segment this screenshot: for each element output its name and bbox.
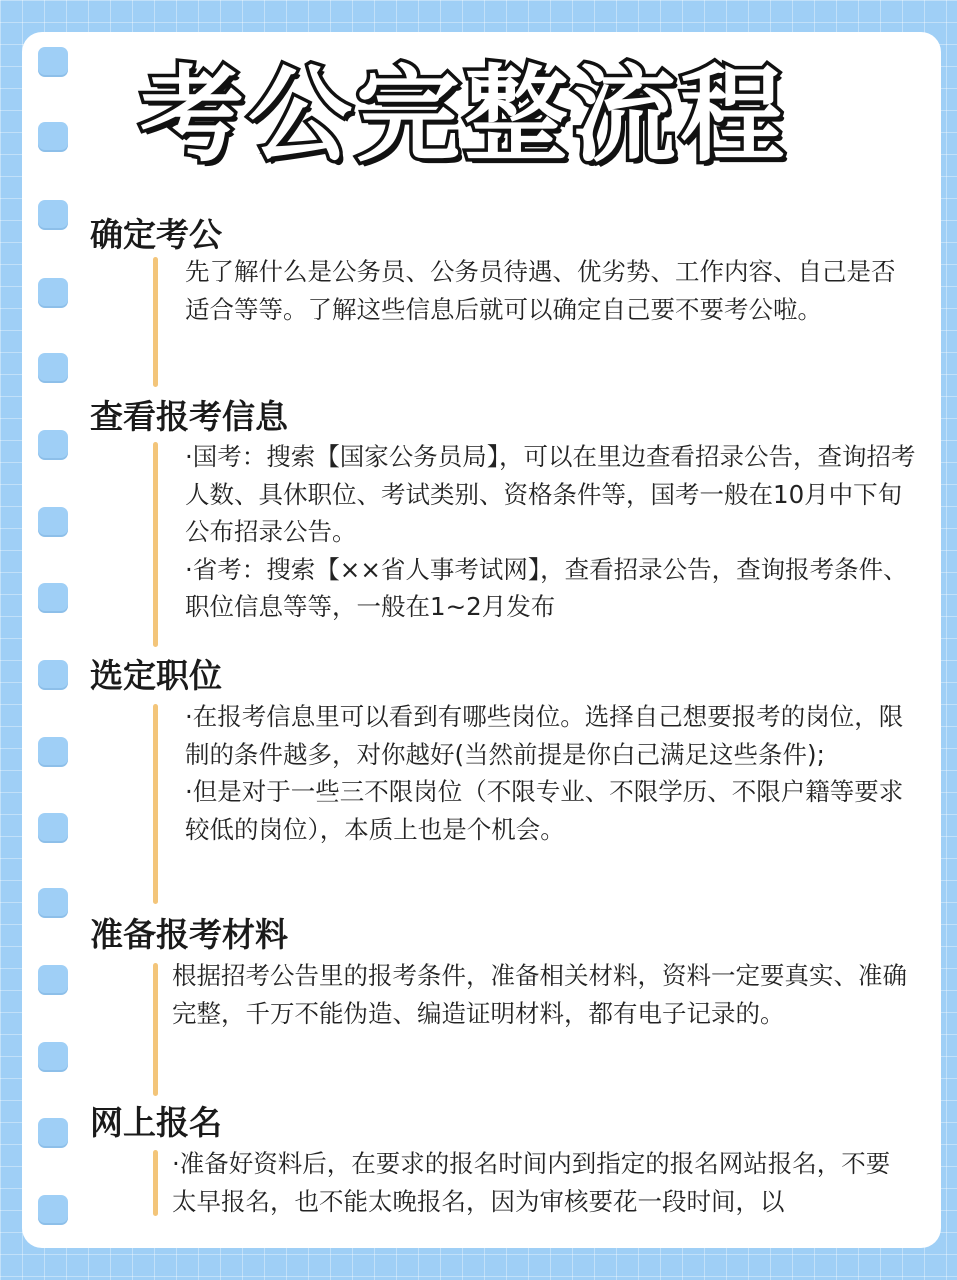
paragraph: ·准备好资料后，在要求的报名时间内到指定的报名网站报名，不要太早报名，也不能太晚报名，因为审核要花一段时间，以	[172, 1149, 891, 1216]
section-heading: 查看报考信息	[90, 397, 288, 436]
accent-bar	[153, 257, 158, 387]
section-body	[185, 438, 920, 626]
accent-bar	[153, 442, 158, 647]
binder-ring	[38, 660, 68, 690]
binder-ring	[38, 200, 68, 230]
section-heading: 选定职位	[90, 656, 222, 695]
paragraph: 根据招考公告里的报考条件，准备相关材料，资料一定要真实、准确完整，千万不能伪造、编造证明材料，都有电子记录的。	[172, 961, 907, 1028]
paragraph: ·省考：搜索【××省人事考试网】，查看招录公告，查询报考条件、职位信息等等，一般在1~2月发布	[185, 554, 908, 621]
section-body	[172, 1145, 907, 1220]
section-heading: 网上报名	[90, 1103, 222, 1142]
binder-ring	[38, 813, 68, 843]
paragraph: 先了解什么是公务员、公务员待遇、优劣势、工作内容、自己是否适合等等。了解这些信息后就可以确定自己要不要考公啦。	[185, 257, 896, 324]
binder-ring	[38, 965, 68, 995]
binder-ring	[38, 1118, 68, 1148]
binder-ring	[38, 122, 68, 152]
section-body	[185, 698, 920, 848]
page-title: 考公完整流程	[140, 54, 789, 176]
binder-ring	[38, 47, 68, 77]
binder-ring	[38, 430, 68, 460]
accent-bar	[153, 1150, 158, 1216]
section-heading: 确定考公	[90, 215, 222, 254]
binder-ring	[38, 737, 68, 767]
paragraph: ·但是对于一些三不限岗位（不限专业、不限学历、不限户籍等要求较低的岗位），本质上也是个机会。	[185, 777, 904, 844]
paragraph: ·在报考信息里可以看到有哪些岗位。选择自己想要报考的岗位，限制的条件越多，对你越好(当然前提是你白己满足这些条件);	[185, 702, 904, 769]
accent-bar	[153, 704, 158, 904]
section-body	[185, 253, 915, 328]
binder-ring	[38, 353, 68, 383]
binder-ring	[38, 583, 68, 613]
section-body	[172, 957, 907, 1032]
binder-rings	[0, 0, 80, 1280]
binder-ring	[38, 1195, 68, 1225]
binder-ring	[38, 1042, 68, 1072]
section-heading: 准备报考材料	[90, 915, 288, 954]
binder-ring	[38, 507, 68, 537]
binder-ring	[38, 278, 68, 308]
paragraph: ·国考：搜索【国家公务员局】，可以在里边查看招录公告，查询招考人数、具休职位、考试类别、资格条件等，国考一般在10月中下旬公布招录公告。	[185, 442, 916, 546]
binder-ring	[38, 888, 68, 918]
accent-bar	[153, 963, 158, 1096]
